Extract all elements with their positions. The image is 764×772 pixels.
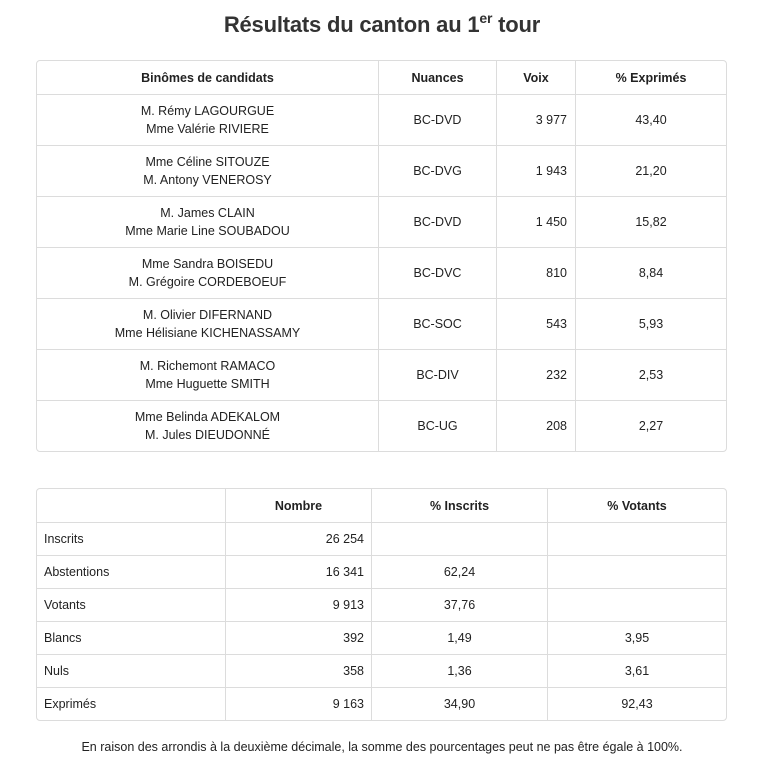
table-row xyxy=(37,95,726,146)
nuance-cell: BC-DVD xyxy=(379,197,497,248)
voix-cell: 543 xyxy=(497,299,576,350)
candidate-pair xyxy=(37,95,379,146)
candidate-name: Mme Sandra BOISEDU xyxy=(141,257,274,271)
table-row xyxy=(37,556,726,589)
table-row xyxy=(37,688,726,720)
table-row xyxy=(37,655,726,688)
candidate-pair xyxy=(37,299,379,350)
pct-cell: 43,40 xyxy=(576,95,726,146)
stat-pct-inscrits: 1,49 xyxy=(372,622,548,655)
stat-pct-votants xyxy=(548,589,726,622)
candidate-name: M. James CLAIN xyxy=(160,206,255,220)
header-nombre: Nombre xyxy=(226,489,372,523)
table-row xyxy=(37,248,726,299)
voix-cell: 232 xyxy=(497,350,576,401)
nuance-cell: BC-DIV xyxy=(379,350,497,401)
stat-nombre: 9 163 xyxy=(226,688,372,720)
candidate-name: Mme Belinda ADEKALOM xyxy=(134,410,281,424)
nuance-cell: BC-DVD xyxy=(379,95,497,146)
candidate-pair xyxy=(37,401,379,451)
stat-pct-inscrits xyxy=(372,523,548,556)
voix-cell: 810 xyxy=(497,248,576,299)
candidate-name: M. Rémy LAGOURGUE xyxy=(140,104,275,118)
voix-cell: 1 943 xyxy=(497,146,576,197)
nuance-cell: BC-UG xyxy=(379,401,497,451)
stat-pct-votants xyxy=(548,523,726,556)
pct-cell: 15,82 xyxy=(576,197,726,248)
stat-nombre: 358 xyxy=(226,655,372,688)
header-voix: Voix xyxy=(497,61,576,95)
candidate-pair xyxy=(37,146,379,197)
table-row xyxy=(37,299,726,350)
nuance-cell: BC-DVG xyxy=(379,146,497,197)
candidates-table xyxy=(37,61,726,451)
page-title xyxy=(0,10,764,38)
header-empty xyxy=(37,489,226,523)
stat-label: Abstentions xyxy=(37,556,226,589)
pct-cell: 5,93 xyxy=(576,299,726,350)
header-pct-votants: % Votants xyxy=(548,489,726,523)
stat-pct-inscrits: 1,36 xyxy=(372,655,548,688)
header-binomes: Binômes de candidats xyxy=(37,61,379,95)
table-row xyxy=(37,523,726,556)
stat-pct-votants: 3,95 xyxy=(548,622,726,655)
pct-cell: 21,20 xyxy=(576,146,726,197)
stat-nombre: 392 xyxy=(226,622,372,655)
voix-cell: 1 450 xyxy=(497,197,576,248)
stat-pct-inscrits: 37,76 xyxy=(372,589,548,622)
stat-label: Blancs xyxy=(37,622,226,655)
stat-pct-inscrits: 62,24 xyxy=(372,556,548,589)
rounding-note: En raison des arrondis à la deuxième décimale, la somme des pourcentages peut ne pas être égale à 100%. xyxy=(81,740,683,754)
stat-pct-votants xyxy=(548,556,726,589)
candidate-name: Mme Hélisiane KICHENASSAMY xyxy=(114,326,301,340)
stat-label: Inscrits xyxy=(37,523,226,556)
candidate-name: M. Grégoire CORDEBOEUF xyxy=(128,275,287,289)
nuance-cell: BC-DVC xyxy=(379,248,497,299)
voix-cell: 3 977 xyxy=(497,95,576,146)
stat-pct-inscrits: 34,90 xyxy=(372,688,548,720)
title-sup: er xyxy=(479,10,493,26)
candidate-name: Mme Céline SITOUZE xyxy=(145,155,270,169)
table-row xyxy=(37,197,726,248)
candidate-name: M. Jules DIEUDONNÉ xyxy=(144,428,271,442)
header-nuances: Nuances xyxy=(379,61,497,95)
pct-cell: 2,27 xyxy=(638,419,664,433)
nuance-cell: BC-SOC xyxy=(379,299,497,350)
candidates-table-container xyxy=(36,60,727,452)
header-pct-inscrits: % Inscrits xyxy=(372,489,548,523)
candidate-name: M. Olivier DIFERNAND xyxy=(142,308,273,322)
stat-pct-votants: 92,43 xyxy=(621,697,653,711)
candidate-pair xyxy=(37,197,379,248)
stat-label: Exprimés xyxy=(37,688,226,720)
candidates-header-row xyxy=(37,61,726,95)
title-tail: tour xyxy=(492,12,541,37)
candidate-pair xyxy=(37,350,379,401)
stats-table-container xyxy=(36,488,727,721)
stat-pct-votants: 3,61 xyxy=(548,655,726,688)
stats-table xyxy=(37,489,726,720)
voix-cell: 208 xyxy=(497,401,576,451)
pct-cell: 2,53 xyxy=(576,350,726,401)
table-row xyxy=(37,589,726,622)
table-row xyxy=(37,350,726,401)
table-row xyxy=(37,146,726,197)
candidate-name: M. Richemont RAMACO xyxy=(139,359,276,373)
pct-cell: 8,84 xyxy=(576,248,726,299)
header-pct-exprimes: % Exprimés xyxy=(576,61,726,95)
candidate-name: Mme Marie Line SOUBADOU xyxy=(125,224,290,238)
title-main: Résultats du canton au 1 xyxy=(223,12,480,37)
stat-label: Votants xyxy=(37,589,226,622)
candidate-name: M. Antony VENEROSY xyxy=(143,173,272,187)
table-row xyxy=(37,622,726,655)
stat-label: Nuls xyxy=(37,655,226,688)
stat-nombre: 9 913 xyxy=(226,589,372,622)
candidate-pair xyxy=(37,248,379,299)
candidate-name: Mme Huguette SMITH xyxy=(145,377,270,391)
table-row xyxy=(37,401,726,451)
stat-nombre: 16 341 xyxy=(226,556,372,589)
candidate-name: Mme Valérie RIVIERE xyxy=(146,122,269,136)
stats-header-row xyxy=(37,489,726,523)
stat-nombre: 26 254 xyxy=(226,523,372,556)
